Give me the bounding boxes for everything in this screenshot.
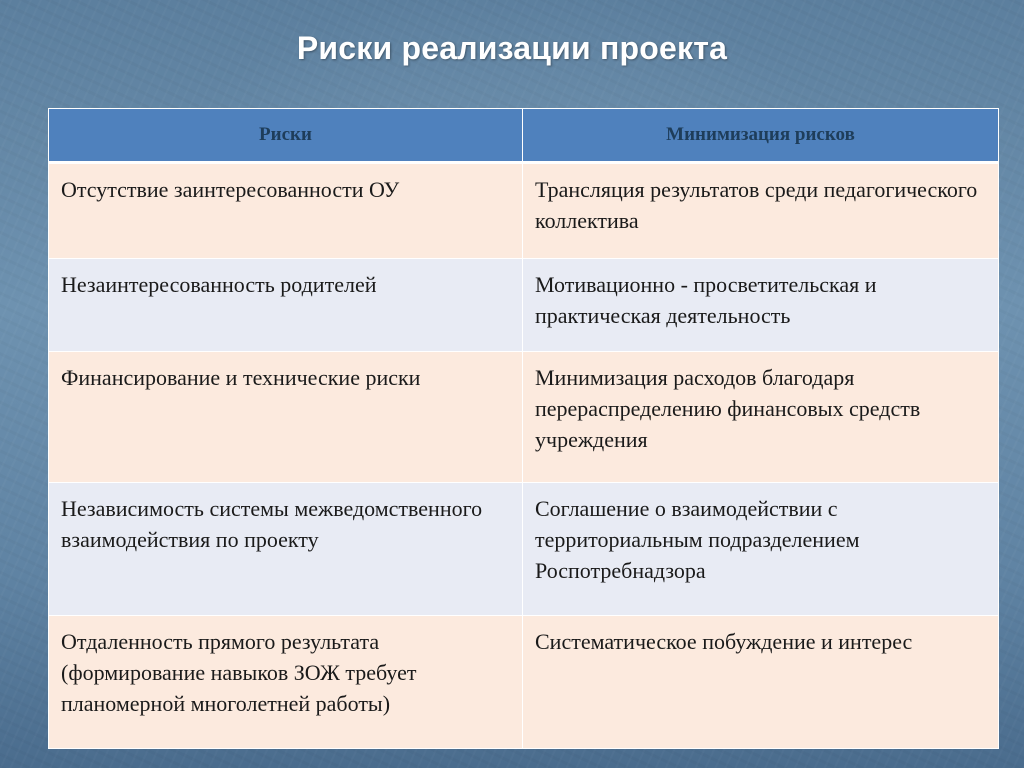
header-mitigation: Минимизация рисков	[523, 109, 999, 163]
risks-table	[48, 108, 999, 749]
slide-title: Риски реализации проекта	[296, 30, 728, 66]
table-row	[49, 616, 999, 749]
risk-cell: Отдаленность прямого результата (формирование навыков ЗОЖ требует планомерной многолетней работы)	[49, 616, 523, 749]
table-header-row	[49, 109, 999, 163]
risk-cell: Незаинтересованность родителей	[49, 259, 523, 352]
mitigation-cell: Трансляция результатов среди педагогического коллектива	[523, 163, 999, 259]
risk-cell: Финансирование и технические риски	[49, 352, 523, 483]
table-row	[49, 483, 999, 616]
mitigation-cell: Систематическое побуждение и интерес	[523, 616, 999, 749]
table-row	[49, 352, 999, 483]
table-row	[49, 259, 999, 352]
table-row	[49, 163, 999, 259]
risk-cell: Отсутствие заинтересованности ОУ	[49, 163, 523, 259]
mitigation-cell: Соглашение о взаимодействии с территориальным подразделением Роспотребнадзора	[523, 483, 999, 616]
header-risks: Риски	[49, 109, 523, 163]
mitigation-cell: Мотивационно - просветительская и практическая деятельность	[523, 259, 999, 352]
mitigation-cell: Минимизация расходов благодаря перераспределению финансовых средств учреждения	[523, 352, 999, 483]
risk-cell: Независимость системы межведомственного взаимодействия по проекту	[49, 483, 523, 616]
